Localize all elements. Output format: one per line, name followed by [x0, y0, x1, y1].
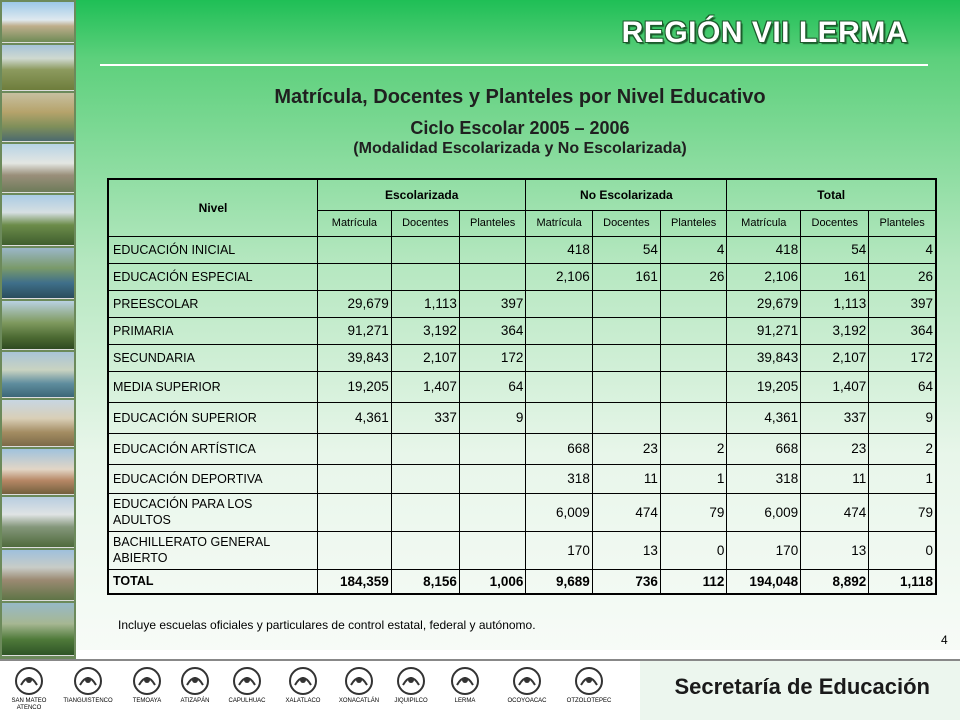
subheader-docentes: Docentes: [801, 210, 869, 236]
nivel-cell: EDUCACIÓN DEPORTIVA: [108, 464, 318, 493]
table-row: [108, 433, 936, 464]
value-cell: [592, 344, 660, 371]
value-cell: 1,006: [459, 569, 525, 594]
value-cell: 418: [727, 236, 801, 263]
value-cell: 474: [801, 493, 869, 531]
value-cell: 736: [592, 569, 660, 594]
value-cell: 11: [801, 464, 869, 493]
value-cell: 337: [801, 402, 869, 433]
value-cell: 1,118: [869, 569, 936, 594]
table-row: [108, 290, 936, 317]
value-cell: [391, 236, 459, 263]
value-cell: 1,407: [391, 371, 459, 402]
value-cell: 364: [459, 317, 525, 344]
glyph-icon: [286, 665, 320, 697]
value-cell: 112: [660, 569, 726, 594]
value-cell: 0: [869, 531, 936, 569]
value-cell: 397: [459, 290, 525, 317]
nivel-cell: PREESCOLAR: [108, 290, 318, 317]
nivel-header: Nivel: [108, 179, 318, 236]
municipality-logos: [0, 661, 640, 720]
nivel-cell: SECUNDARIA: [108, 344, 318, 371]
table-row: [108, 344, 936, 371]
value-cell: 54: [801, 236, 869, 263]
value-cell: 8,892: [801, 569, 869, 594]
nivel-cell: EDUCACIÓN INICIAL: [108, 236, 318, 263]
region-title: REGIÓN VII LERMA: [621, 16, 908, 49]
value-cell: [459, 464, 525, 493]
value-cell: 337: [391, 402, 459, 433]
table-row: [108, 263, 936, 290]
municipality-logo: [560, 661, 618, 705]
table-row: [108, 371, 936, 402]
value-cell: 161: [592, 263, 660, 290]
value-cell: 91,271: [727, 317, 801, 344]
value-cell: 6,009: [526, 493, 592, 531]
nivel-cell: EDUCACIÓN ESPECIAL: [108, 263, 318, 290]
photo-meadow: [2, 603, 74, 656]
subheader-planteles: Planteles: [869, 210, 936, 236]
glyph-icon: [178, 665, 212, 697]
value-cell: 26: [660, 263, 726, 290]
value-cell: [526, 402, 592, 433]
value-cell: [391, 464, 459, 493]
value-cell: 39,843: [727, 344, 801, 371]
value-cell: 91,271: [318, 317, 392, 344]
value-cell: [318, 433, 392, 464]
value-cell: 39,843: [318, 344, 392, 371]
municipality-logo: [0, 661, 58, 712]
nivel-cell: BACHILLERATO GENERAL ABIERTO: [108, 531, 318, 569]
municipality-name: LERMA: [454, 698, 476, 704]
value-cell: 170: [526, 531, 592, 569]
municipality-logo: [274, 661, 332, 705]
glyph-icon: [230, 665, 264, 697]
value-cell: 4: [869, 236, 936, 263]
footer-label: Secretaría de Educación: [674, 674, 930, 699]
photo-hills: [2, 195, 74, 246]
value-cell: 79: [660, 493, 726, 531]
municipality-name: XONACATLÁN: [338, 698, 380, 704]
value-cell: 2,107: [391, 344, 459, 371]
value-cell: 26: [869, 263, 936, 290]
subheader-planteles: Planteles: [459, 210, 525, 236]
value-cell: 64: [459, 371, 525, 402]
nivel-cell: PRIMARIA: [108, 317, 318, 344]
photo-town: [2, 144, 74, 193]
nivel-cell: EDUCACIÓN PARA LOS ADULTOS: [108, 493, 318, 531]
table-row: [108, 236, 936, 263]
municipality-name: ATIZAPÁN: [180, 698, 210, 704]
value-cell: 1,407: [801, 371, 869, 402]
value-cell: 9: [459, 402, 525, 433]
value-cell: [391, 433, 459, 464]
value-cell: 184,359: [318, 569, 392, 594]
value-cell: [526, 371, 592, 402]
municipality-logo: [330, 661, 388, 705]
subheader-docentes: Docentes: [592, 210, 660, 236]
value-cell: 13: [592, 531, 660, 569]
value-cell: 19,205: [318, 371, 392, 402]
value-cell: [592, 290, 660, 317]
value-cell: 1,113: [801, 290, 869, 317]
municipality-logo: [218, 661, 276, 705]
value-cell: 79: [869, 493, 936, 531]
footer-banner: [640, 661, 960, 720]
value-cell: 668: [526, 433, 592, 464]
value-cell: [391, 493, 459, 531]
value-cell: 172: [869, 344, 936, 371]
value-cell: 4: [660, 236, 726, 263]
group-header-total: Total: [727, 179, 936, 210]
value-cell: [592, 317, 660, 344]
value-cell: 318: [727, 464, 801, 493]
glyph-icon: [572, 665, 606, 697]
table-row: [108, 531, 936, 569]
value-cell: [391, 263, 459, 290]
value-cell: [391, 531, 459, 569]
value-cell: [459, 263, 525, 290]
glyph-icon: [130, 665, 164, 697]
page-title: Matrícula, Docentes y Planteles por Nivel Educativo: [274, 86, 766, 108]
value-cell: 6,009: [727, 493, 801, 531]
photo-reeds: [2, 93, 74, 142]
table-group-header-row: [108, 179, 936, 210]
value-cell: [318, 236, 392, 263]
photo-building: [2, 2, 74, 43]
nivel-cell: EDUCACIÓN SUPERIOR: [108, 402, 318, 433]
value-cell: 194,048: [727, 569, 801, 594]
table-row: [108, 402, 936, 433]
municipality-name: TEMOAYA: [132, 698, 162, 704]
nivel-cell: EDUCACIÓN ARTÍSTICA: [108, 433, 318, 464]
value-cell: 11: [592, 464, 660, 493]
municipality-name: XALATLACO: [285, 698, 321, 704]
header-divider: [100, 64, 928, 66]
glyph-icon: [12, 665, 46, 697]
data-table: [107, 178, 937, 595]
group-header-no-escolarizada: No Escolarizada: [526, 179, 727, 210]
value-cell: 0: [660, 531, 726, 569]
value-cell: 1,113: [391, 290, 459, 317]
value-cell: 418: [526, 236, 592, 263]
value-cell: [592, 371, 660, 402]
value-cell: [660, 290, 726, 317]
value-cell: [318, 493, 392, 531]
value-cell: 318: [526, 464, 592, 493]
subheader-matricula: Matrícula: [526, 210, 592, 236]
photo-mountain: [2, 497, 74, 548]
value-cell: [459, 493, 525, 531]
value-cell: [660, 344, 726, 371]
value-cell: 2,106: [727, 263, 801, 290]
value-cell: 161: [801, 263, 869, 290]
value-cell: [459, 433, 525, 464]
value-cell: 3,192: [801, 317, 869, 344]
value-cell: 19,205: [727, 371, 801, 402]
value-cell: 172: [459, 344, 525, 371]
glyph-icon: [394, 665, 428, 697]
value-cell: [459, 531, 525, 569]
page-number: 4: [941, 633, 948, 647]
value-cell: [318, 531, 392, 569]
page-subtitle: Ciclo Escolar 2005 – 2006: [410, 118, 630, 138]
municipality-name: TIANGUISTENCO: [63, 698, 113, 704]
value-cell: 397: [869, 290, 936, 317]
value-cell: 13: [801, 531, 869, 569]
value-cell: 29,679: [727, 290, 801, 317]
glyph-icon: [510, 665, 544, 697]
glyph-icon: [448, 665, 482, 697]
photo-cathedral: [2, 550, 74, 601]
value-cell: 3,192: [391, 317, 459, 344]
photo-trees: [2, 301, 74, 350]
table-row: [108, 464, 936, 493]
nivel-cell: TOTAL: [108, 569, 318, 594]
value-cell: 668: [727, 433, 801, 464]
nivel-cell: MEDIA SUPERIOR: [108, 371, 318, 402]
value-cell: 23: [592, 433, 660, 464]
value-cell: 8,156: [391, 569, 459, 594]
value-cell: 29,679: [318, 290, 392, 317]
value-cell: [318, 263, 392, 290]
subheader-matricula: Matrícula: [727, 210, 801, 236]
value-cell: 2: [660, 433, 726, 464]
table-row: [108, 317, 936, 344]
page-subtitle-modalidad: (Modalidad Escolarizada y No Escolarizada): [353, 140, 687, 157]
photo-strip: [0, 0, 76, 660]
subheader-docentes: Docentes: [391, 210, 459, 236]
value-cell: [526, 344, 592, 371]
municipality-name: OTZOLOTEPEC: [566, 698, 612, 704]
municipality-logo: [59, 661, 117, 705]
footnote: Incluye escuelas oficiales y particulares de control estatal, federal y autónomo.: [118, 618, 536, 632]
photo-church: [2, 449, 74, 495]
value-cell: 2,107: [801, 344, 869, 371]
municipality-name: CAPULHUAC: [228, 698, 266, 704]
value-cell: 9,689: [526, 569, 592, 594]
value-cell: 364: [869, 317, 936, 344]
value-cell: [459, 236, 525, 263]
photo-lake: [2, 352, 74, 398]
glyph-icon: [342, 665, 376, 697]
photo-arches: [2, 400, 74, 447]
value-cell: 9: [869, 402, 936, 433]
value-cell: [660, 371, 726, 402]
value-cell: [660, 317, 726, 344]
value-cell: [318, 464, 392, 493]
value-cell: 2,106: [526, 263, 592, 290]
value-cell: 1: [660, 464, 726, 493]
value-cell: 64: [869, 371, 936, 402]
subheader-planteles: Planteles: [660, 210, 726, 236]
glyph-icon: [71, 665, 105, 697]
municipality-logo: [436, 661, 494, 705]
value-cell: 4,361: [727, 402, 801, 433]
municipality-name: SAN MATEO ATENCO: [11, 698, 47, 711]
value-cell: 23: [801, 433, 869, 464]
municipality-logo: [498, 661, 556, 705]
value-cell: [592, 402, 660, 433]
photo-river: [2, 248, 74, 299]
group-header-escolarizada: Escolarizada: [318, 179, 526, 210]
value-cell: [526, 317, 592, 344]
municipality-name: OCOYOACAC: [507, 698, 547, 704]
photo-field: [2, 45, 74, 91]
table-total-row: [108, 569, 936, 594]
value-cell: 54: [592, 236, 660, 263]
table-row: [108, 493, 936, 531]
municipality-logo: [382, 661, 440, 705]
subheader-matricula: Matrícula: [318, 210, 392, 236]
municipality-name: JIQUIPILCO: [394, 698, 428, 704]
value-cell: 1: [869, 464, 936, 493]
value-cell: 170: [727, 531, 801, 569]
value-cell: 4,361: [318, 402, 392, 433]
value-cell: 2: [869, 433, 936, 464]
value-cell: [526, 290, 592, 317]
municipality-logo: [166, 661, 224, 705]
value-cell: [660, 402, 726, 433]
value-cell: 474: [592, 493, 660, 531]
